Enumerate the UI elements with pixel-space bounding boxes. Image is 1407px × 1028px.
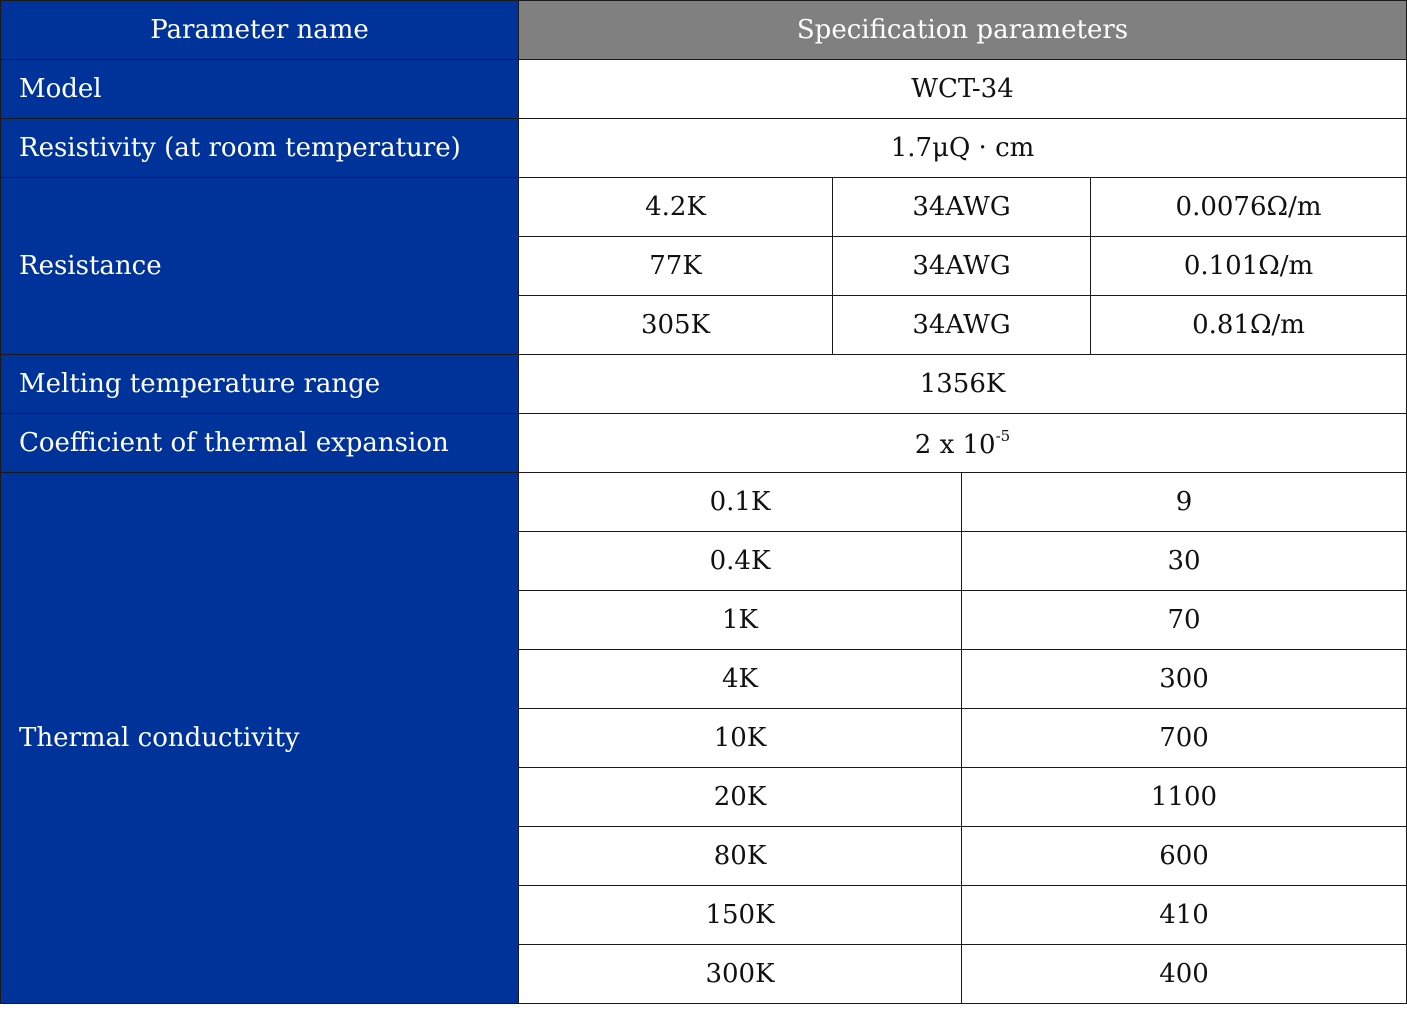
expansion-value: [519, 414, 1407, 473]
thermal-value: 9: [962, 473, 1407, 532]
model-label: Model: [1, 60, 519, 119]
resistance-label: Resistance: [1, 178, 519, 355]
thermal-temp: 4K: [519, 650, 962, 709]
thermal-value: 70: [962, 591, 1407, 650]
expansion-value-exponent: -5: [995, 426, 1011, 445]
thermal-temp: 0.1K: [519, 473, 962, 532]
melting-label: Melting temperature range: [1, 355, 519, 414]
thermal-value: 700: [962, 709, 1407, 768]
resistance-gauge: 34AWG: [833, 237, 1091, 296]
thermal-value: 400: [962, 945, 1407, 1004]
thermal-value: 410: [962, 886, 1407, 945]
table-row-expansion: [1, 414, 1407, 473]
thermal-value: 300: [962, 650, 1407, 709]
thermal-temp: 20K: [519, 768, 962, 827]
expansion-value-base: 2 x 10: [914, 429, 996, 460]
resistance-gauge: 34AWG: [833, 296, 1091, 355]
thermal-value: 600: [962, 827, 1407, 886]
model-value: WCT-34: [519, 60, 1407, 119]
resistance-value: 0.81Ω/m: [1091, 296, 1407, 355]
thermal-temp: 0.4K: [519, 532, 962, 591]
thermal-value: 1100: [962, 768, 1407, 827]
resistance-gauge: 34AWG: [833, 178, 1091, 237]
thermal-temp: 80K: [519, 827, 962, 886]
resistance-temp: 4.2K: [519, 178, 833, 237]
thermal-temp: 10K: [519, 709, 962, 768]
thermal-temp: 300K: [519, 945, 962, 1004]
resistance-value: 0.0076Ω/m: [1091, 178, 1407, 237]
melting-value: 1356K: [519, 355, 1407, 414]
header-specification-parameters: Specification parameters: [519, 1, 1407, 60]
expansion-label: Coefficient of thermal expansion: [1, 414, 519, 473]
table-row-melting: [1, 355, 1407, 414]
resistivity-value: 1.7μQ · cm: [519, 119, 1407, 178]
resistance-temp: 77K: [519, 237, 833, 296]
thermal-value: 30: [962, 532, 1407, 591]
resistivity-label: Resistivity (at room temperature): [1, 119, 519, 178]
resistance-temp: 305K: [519, 296, 833, 355]
header-row: [1, 1, 1407, 60]
thermal-conductivity-label: Thermal conductivity: [1, 473, 519, 1004]
thermal-temp: 150K: [519, 886, 962, 945]
resistance-value: 0.101Ω/m: [1091, 237, 1407, 296]
table-row-resistivity: [1, 119, 1407, 178]
table-row-model: [1, 60, 1407, 119]
table-row-thermal-1: [1, 473, 1407, 532]
header-parameter-name: Parameter name: [1, 1, 519, 60]
thermal-temp: 1K: [519, 591, 962, 650]
table-row-resistance-1: [1, 178, 1407, 237]
